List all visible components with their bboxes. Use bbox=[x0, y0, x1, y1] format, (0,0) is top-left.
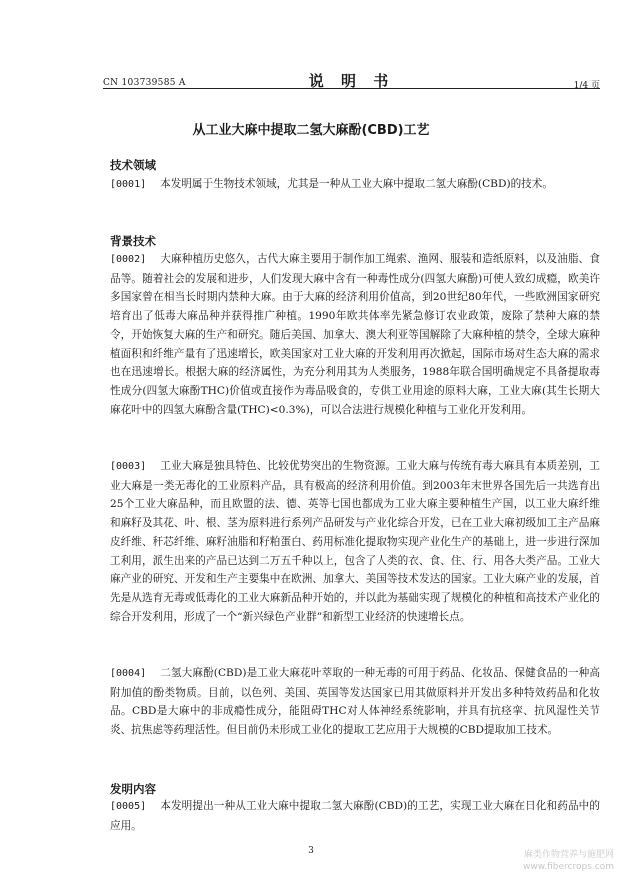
section-heading-invention: 发明内容 bbox=[110, 782, 156, 796]
paragraph-text: 二氢大麻酚(CBD)是工业大麻花叶萃取的一种无毒的可用于药品、化妆品、保健食品的一种高附加值的酚类物质。目前，以色列、美国、英国等发达国家已用其做原料并开发出多种特效药品和化妆品。CBD是大麻中的非成瘾性成分，能阻碍THC对人体神经系统影响，并具有抗痉挛、抗风湿性关节炎、抗焦虑等药理活性。但目前仍未形成工业化的提取工艺应用于大规模的CBD提取加工技术。 bbox=[110, 667, 600, 737]
page-indicator: 1/4 页 bbox=[573, 81, 600, 91]
watermark-url: www.fibercrops.com bbox=[523, 862, 614, 872]
section-heading-background: 背景技术 bbox=[110, 234, 156, 248]
paragraph-text: 本发明提出一种从工业大麻中提取二氢大麻酚(CBD)的工艺，实现工业大麻在日化和药品中的应用。 bbox=[110, 800, 600, 832]
page-number: 3 bbox=[308, 846, 314, 856]
paragraph-0001 bbox=[110, 175, 600, 195]
paragraph-number: [0005] bbox=[110, 801, 147, 812]
paragraph-0005 bbox=[110, 797, 600, 835]
document-title: 从工业大麻中提取二氢大麻酚(CBD)工艺 bbox=[192, 123, 430, 138]
paragraph-text: 工业大麻是独具特色、比较优势突出的生物资源。工业大麻与传统有毒大麻具有本质差别，工业大麻是一类无毒化的工业原料产品，具有极高的经济利用价值。到2003年末世界各国先后一共选育出25个工业大麻品种，而且欧盟的法、德、英等七国也都成为工业大麻主要种植生产国，以工业大麻纤维和麻籽及其花、叶、根、茎为原料进行系列产品研发与产业化综合开发，已在工业大麻初级加工主产品麻皮纤维、秆芯纤维、麻籽油脂和籽粕蛋白、药用标准化提取物实现产业化生产的基础上，进一步进行深加工利用，派生出来的产品已达到二万五千种以上，包含了人类的衣、食、住、行、用各大类产品。工业大麻产业的研究、开发和生产主要集中在欧洲、加拿大、美国等技术发达的国家。工业大麻产业的发展，首先是从选育无毒或低毒化的工业大麻新品种开始的，并以此为基础实现了规模化的种植和高技术产业化的综合开发利用，形成了一个“新兴绿色产业群”和新型工业经济的快速增长点。 bbox=[110, 460, 600, 623]
section-heading-technical-field: 技术领域 bbox=[110, 158, 156, 172]
paragraph-0004 bbox=[110, 664, 600, 740]
paragraph-text: 本发明属于生物技术领域，尤其是一种从工业大麻中提取二氢大麻酚(CBD)的技术。 bbox=[160, 178, 553, 190]
paragraph-0003 bbox=[110, 457, 600, 626]
paragraph-number: [0001] bbox=[110, 179, 147, 190]
paragraph-text: 大麻种植历史悠久，古代大麻主要用于制作加工绳索、渔网、服装和造纸原料，以及油脂、食品等。随着社会的发展和进步，人们发现大麻中含有一种毒性成分(四氢大麻酚)可使人致幻成瘾，欧美许多国家曾在相当长时期内禁种大麻。由于大麻的经济利用价值高，到20世纪80年代，一些欧洲国家研究培育出了低毒大麻品种并获得推广种植。1990年欧共体率先紧急修订农业政策，废除了禁种大麻的禁令，开始恢复大麻的生产和研究。随后美国、加拿大、澳大利亚等国解除了大麻种植的禁令，全球大麻种植面积和纤维产量有了迅速增长，欧美国家对工业大麻的开发利用再次掀起，国际市场对生态大麻的需求也在迅速增长。根据大麻的经济属性，为充分利用其为人类服务，1988年联合国明确规定不具备提取毒性成分(四氢大麻酚THC)价值或直接作为毒品吸食的，专供工业用途的原料大麻，工业大麻(其生长期大麻花叶中的四氢大麻酚含量(THC)<0.3%)，可以合法进行规模化种植与工业化开发利用。 bbox=[110, 253, 600, 416]
patent-number: CN 103739585 A bbox=[103, 78, 186, 88]
watermark-site-name: 麻类作物营养与施肥网 bbox=[523, 850, 614, 860]
paragraph-0002 bbox=[110, 250, 600, 419]
paragraph-number: [0004] bbox=[110, 668, 147, 679]
page-header bbox=[103, 66, 600, 89]
paragraph-number: [0003] bbox=[110, 461, 147, 472]
watermark bbox=[464, 849, 614, 873]
doc-type-label: 说 明 书 bbox=[308, 72, 395, 90]
paragraph-number: [0002] bbox=[110, 254, 147, 265]
